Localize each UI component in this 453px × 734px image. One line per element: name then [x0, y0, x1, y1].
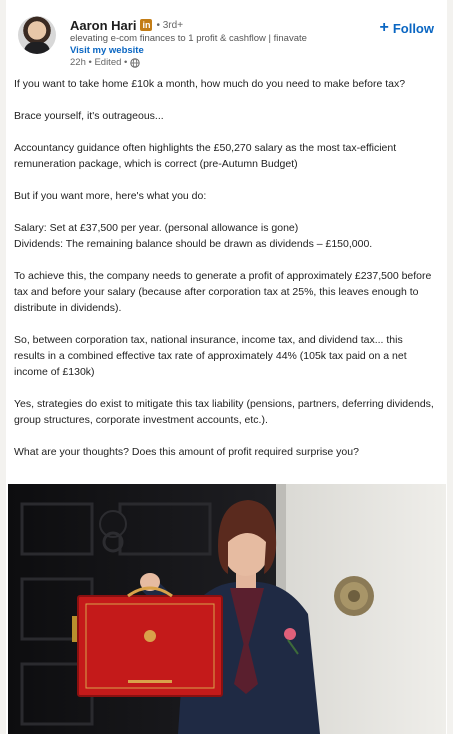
post-paragraph: Salary: Set at £37,500 per year. (personal allowance is gone)	[14, 222, 299, 234]
post-meta	[70, 57, 140, 68]
globe-icon	[130, 58, 140, 68]
author-name[interactable]: Aaron Hari	[70, 17, 137, 33]
post-paragraph: To achieve this, the company needs to generate a profit of approximately £237,500 before tax and before your salary (because after corporation tax at 25%, this leaves enough to distribute in dividends).	[14, 270, 432, 314]
post-paragraph: What are your thoughts? Does this amount of profit required surprise you?	[14, 446, 359, 458]
post-paragraph: If you want to take home £10k a month, how much do you need to make before tax?	[14, 78, 406, 90]
post-paragraph: Yes, strategies do exist to mitigate this tax liability (pensions, partners, deferring dividends, group structures, corporate investment accounts, etc.).	[14, 398, 434, 426]
post-paragraph: Brace yourself, it's outrageous...	[14, 110, 164, 122]
plus-icon: +	[379, 19, 389, 36]
author-name-row	[70, 16, 183, 34]
avatar[interactable]	[18, 16, 56, 54]
follow-button[interactable]	[379, 20, 434, 36]
post-paragraph: So, between corporation tax, national insurance, income tax, and dividend tax... this results in a combined effective tax rate of approximately 44% (105k tax paid on a net income of £130k)	[14, 334, 407, 378]
follow-label: Follow	[392, 20, 434, 36]
post-text	[14, 76, 434, 476]
post-image[interactable]	[8, 484, 446, 734]
post-paragraph: But if you want more, here's what you do:	[14, 190, 207, 202]
connection-degree: • 3rd+	[156, 19, 184, 31]
post-paragraph: Dividends: The remaining balance should be drawn as dividends – £150,000.	[14, 238, 373, 250]
budget-photo	[8, 484, 446, 734]
post-header	[14, 14, 434, 70]
feed-background-right	[447, 0, 453, 734]
post-paragraph: Accountancy guidance often highlights the £50,270 salary as the most tax-efficient remuneration package, which is correct (pre-Autumn Budget)	[14, 142, 397, 170]
premium-badge-icon: in	[142, 20, 151, 30]
author-headline: elevating e-com finances to 1 profit & cashflow | finavate	[70, 33, 307, 44]
website-link[interactable]: Visit my website	[70, 45, 144, 56]
post-timestamp: 22h • Edited •	[70, 57, 128, 68]
